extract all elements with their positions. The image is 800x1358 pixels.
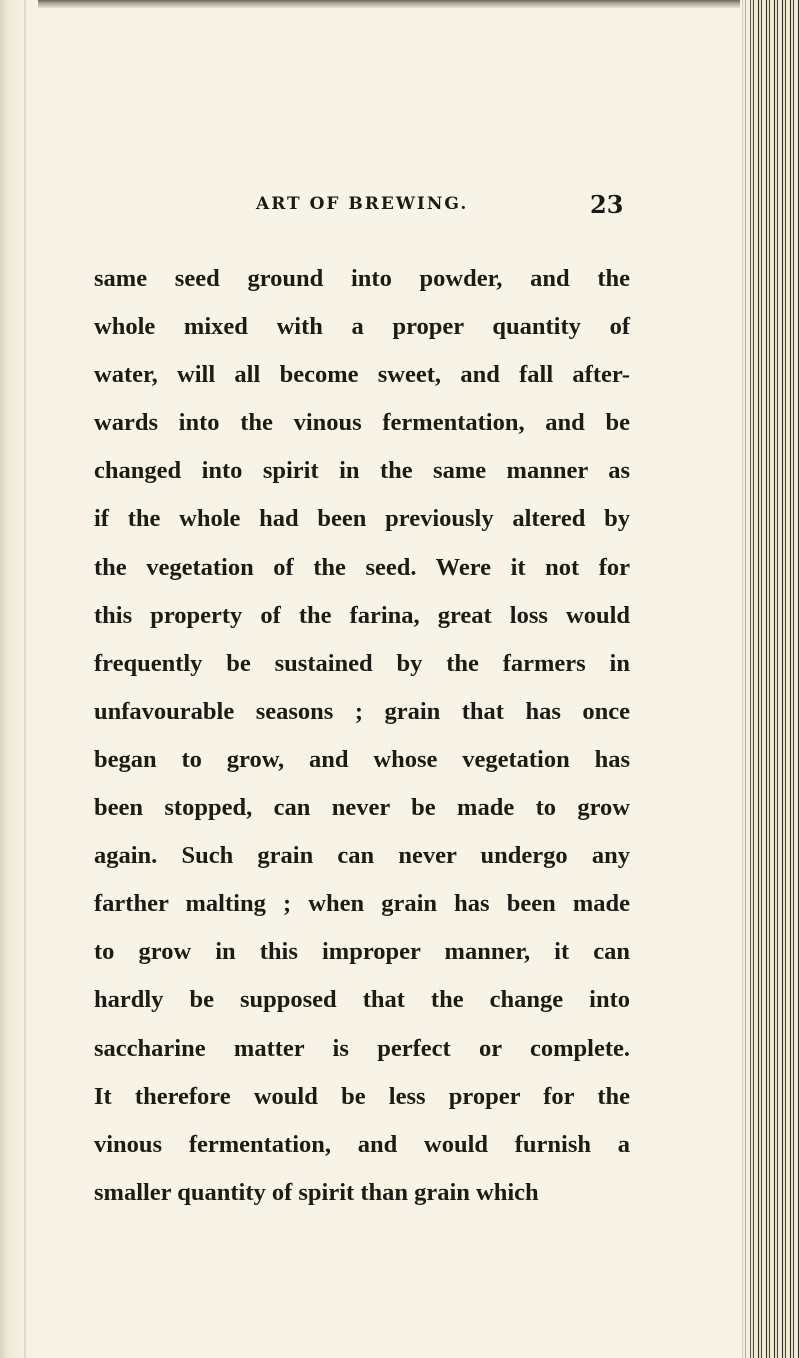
text-line: unfavourable seasons ; grain that has once bbox=[94, 697, 630, 725]
text-line: It therefore would be less proper for the bbox=[94, 1082, 630, 1110]
text-line: same seed ground into powder, and the bbox=[94, 265, 630, 292]
text-line: vinous fermentation, and would furnish a bbox=[94, 1130, 630, 1158]
text-line: saccharine matter is perfect or complete. bbox=[94, 1034, 630, 1062]
text-line: if the whole had been previously altered by bbox=[94, 505, 630, 533]
page-number: 23 bbox=[590, 190, 624, 219]
text-line: the vegetation of the seed. Were it not for bbox=[94, 553, 630, 581]
text-line: farther malting ; when grain has been made bbox=[94, 890, 630, 918]
text-line: began to grow, and whose vegetation has bbox=[94, 745, 630, 773]
binding-edge bbox=[0, 0, 38, 1358]
running-head: ART OF BREWING. bbox=[256, 194, 469, 214]
text-line: wards into the vinous fermentation, and be bbox=[94, 409, 630, 437]
page-top-edge bbox=[0, 0, 800, 8]
text-line: water, will all become sweet, and fall after- bbox=[94, 361, 630, 389]
body-text bbox=[94, 255, 630, 1217]
text-line: been stopped, can never be made to grow bbox=[94, 794, 630, 822]
text-line: this property of the farina, great loss would bbox=[94, 601, 630, 629]
text-line: changed into spirit in the same manner as bbox=[94, 457, 630, 485]
text-line: whole mixed with a proper quantity of bbox=[94, 313, 630, 341]
text-line: again. Such grain can never undergo any bbox=[94, 842, 630, 870]
text-line: to grow in this improper manner, it can bbox=[94, 938, 630, 966]
page-stack-edge bbox=[740, 0, 800, 1358]
text-line: smaller quantity of spirit than grain which bbox=[94, 1178, 539, 1206]
text-line: hardly be supposed that the change into bbox=[94, 986, 630, 1014]
text-line: frequently be sustained by the farmers in bbox=[94, 649, 630, 677]
